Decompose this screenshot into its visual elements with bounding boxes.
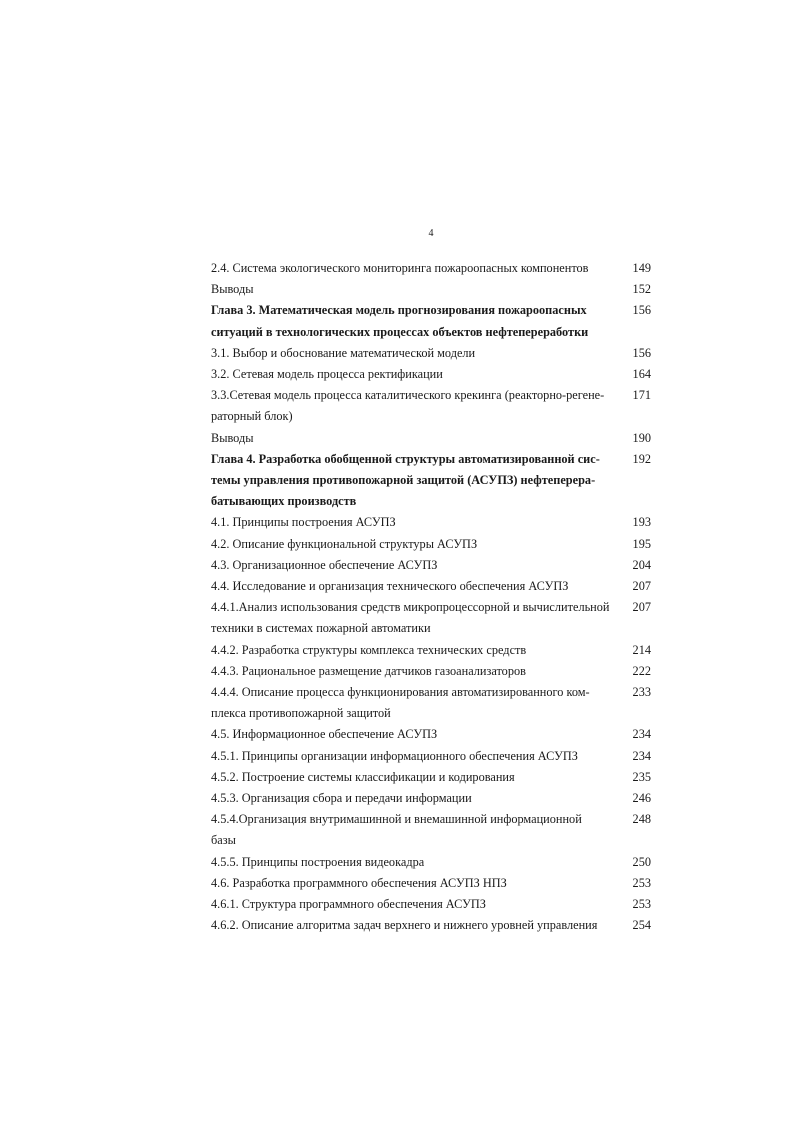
toc-entry-page: 156 [632,345,651,360]
toc-entry [211,809,651,851]
toc-entry-title [211,597,610,639]
toc-entry-title-line: 4.3. Организационное обеспечение АСУПЗ [211,557,438,572]
toc-entry-title-line: 4.6.2. Описание алгоритма задач верхнего и нижнего уровней управления [211,918,598,933]
table-of-contents [211,258,651,937]
toc-entry-title-line: батывающих производств [211,494,357,509]
toc-entry-title [211,915,607,936]
toc-entry-title [211,512,607,533]
toc-entry-title-line: ситуаций в технологических процессах объектов нефтепереработки [211,324,589,339]
toc-entry-page: 152 [632,282,651,297]
toc-entry-title-line: 4.1. Принципы построения АСУПЗ [211,515,396,530]
toc-entry-page: 207 [632,600,651,615]
toc-entry [211,915,651,936]
toc-entry [211,258,651,279]
toc-entry-title [211,640,607,661]
toc-entry-title [211,279,607,300]
toc-entry-title-line: 4.5.1. Принципы организации информационного обеспечения АСУПЗ [211,748,578,763]
toc-entry-page: 233 [632,685,651,700]
toc-entry [211,788,651,809]
toc-entry-title [211,428,607,449]
toc-entry [211,640,651,661]
toc-entry-title-line: Выводы [211,430,254,445]
toc-entry-title-line: 3.2. Сетевая модель процесса ректификации [211,367,443,382]
toc-entry-title [211,724,607,745]
toc-entry [211,428,651,449]
toc-entry-title-line: 4.4.2. Разработка структуры комплекса технических средств [211,642,527,657]
toc-entry [211,385,651,427]
toc-entry-page: 254 [632,918,651,933]
toc-entry [211,343,651,364]
toc-entry [211,746,651,767]
toc-entry-title-line: 3.1. Выбор и обоснование математической модели [211,345,476,360]
toc-entry-page: 234 [632,727,651,742]
toc-entry-page: 190 [632,430,651,445]
toc-entry-title [211,894,607,915]
toc-entry-title-line: 4.4.1.Анализ использования средств микропроцессорной и вычислительной [211,600,610,615]
toc-entry-title [211,788,607,809]
toc-entry-title [211,873,607,894]
toc-entry-page: 164 [632,367,651,382]
toc-entry-page: 204 [632,557,651,572]
toc-entry-page: 253 [632,875,651,890]
toc-entry-title [211,343,607,364]
toc-entry-title [211,364,607,385]
toc-entry-title [211,852,607,873]
toc-entry-title-line: раторный блок) [211,409,293,424]
toc-entry-page: 222 [632,663,651,678]
toc-entry-title [211,661,607,682]
toc-entry [211,597,651,639]
toc-entry-page: 195 [632,536,651,551]
page-number: 4 [428,228,434,239]
toc-entry-title [211,682,607,724]
toc-entry-page: 248 [632,812,651,827]
toc-entry-title [211,809,607,851]
toc-entry-title-line: 4.4. Исследование и организация технического обеспечения АСУПЗ [211,579,569,594]
toc-entry-title [211,258,607,279]
toc-entry-title [211,746,607,767]
toc-entry-title-line: 4.5.5. Принципы построения видеокадра [211,854,425,869]
toc-entry [211,661,651,682]
toc-entry-title-line: 4.5.3. Организация сбора и передачи информации [211,791,472,806]
toc-entry-title [211,449,607,513]
toc-entry-title-line: 4.4.3. Рациональное размещение датчиков газоанализаторов [211,663,526,678]
toc-entry-title [211,300,607,342]
toc-entry-title-line: техники в системах пожарной автоматики [211,621,431,636]
toc-entry [211,682,651,724]
toc-entry-title-line: 4.5.4.Организация внутримашинной и внемашинной информационной [211,812,582,827]
toc-entry-page: 207 [632,579,651,594]
toc-entry-title-line: Глава 4. Разработка обобщенной структуры автоматизированной сис- [211,451,600,466]
toc-entry [211,449,651,513]
toc-entry-title [211,555,607,576]
toc-entry [211,279,651,300]
toc-entry-title-line: 4.5. Информационное обеспечение АСУПЗ [211,727,438,742]
toc-entry [211,555,651,576]
toc-entry [211,894,651,915]
toc-entry-title [211,385,607,427]
toc-entry-title-line: 4.4.4. Описание процесса функционирования автоматизированного ком- [211,685,590,700]
toc-entry-title-line: 4.5.2. Построение системы классификации и кодирования [211,769,515,784]
toc-entry [211,576,651,597]
toc-entry-title [211,534,607,555]
toc-entry [211,512,651,533]
toc-entry [211,724,651,745]
toc-entry-title-line: 3.3.Сетевая модель процесса каталитического крекинга (реакторно-регене- [211,388,605,403]
toc-entry-page: 253 [632,897,651,912]
toc-entry-page: 246 [632,791,651,806]
toc-entry-page: 250 [632,854,651,869]
toc-entry-page: 234 [632,748,651,763]
toc-entry-page: 193 [632,515,651,530]
toc-entry [211,300,651,342]
toc-entry-title-line: плекса противопожарной защитой [211,706,391,721]
toc-entry-page: 149 [632,261,651,275]
toc-entry-title-line: Выводы [211,282,254,297]
toc-entry-title-line: темы управления противопожарной защитой (АСУПЗ) нефтеперера- [211,473,596,488]
toc-entry-title-line: Глава 3. Математическая модель прогнозирования пожароопасных [211,303,587,318]
toc-entry-page: 156 [632,303,651,318]
toc-entry-page: 235 [632,769,651,784]
toc-entry-title-line: 4.2. Описание функциональной структуры АСУПЗ [211,536,478,551]
toc-entry-page: 192 [632,451,651,466]
toc-entry-title-line: 2.4. Система экологического мониторинга пожароопасных компонентов [211,261,589,275]
toc-entry-page: 171 [632,388,651,403]
toc-entry [211,767,651,788]
toc-entry [211,873,651,894]
toc-entry [211,534,651,555]
toc-entry-page: 214 [632,642,651,657]
toc-entry-title-line: 4.6.1. Структура программного обеспечения АСУПЗ [211,897,486,912]
toc-entry [211,364,651,385]
toc-entry-title-line: базы [211,833,236,848]
toc-entry-title-line: 4.6. Разработка программного обеспечения АСУПЗ НПЗ [211,875,507,890]
toc-entry-title [211,576,607,597]
toc-entry [211,852,651,873]
toc-entry-title [211,767,607,788]
